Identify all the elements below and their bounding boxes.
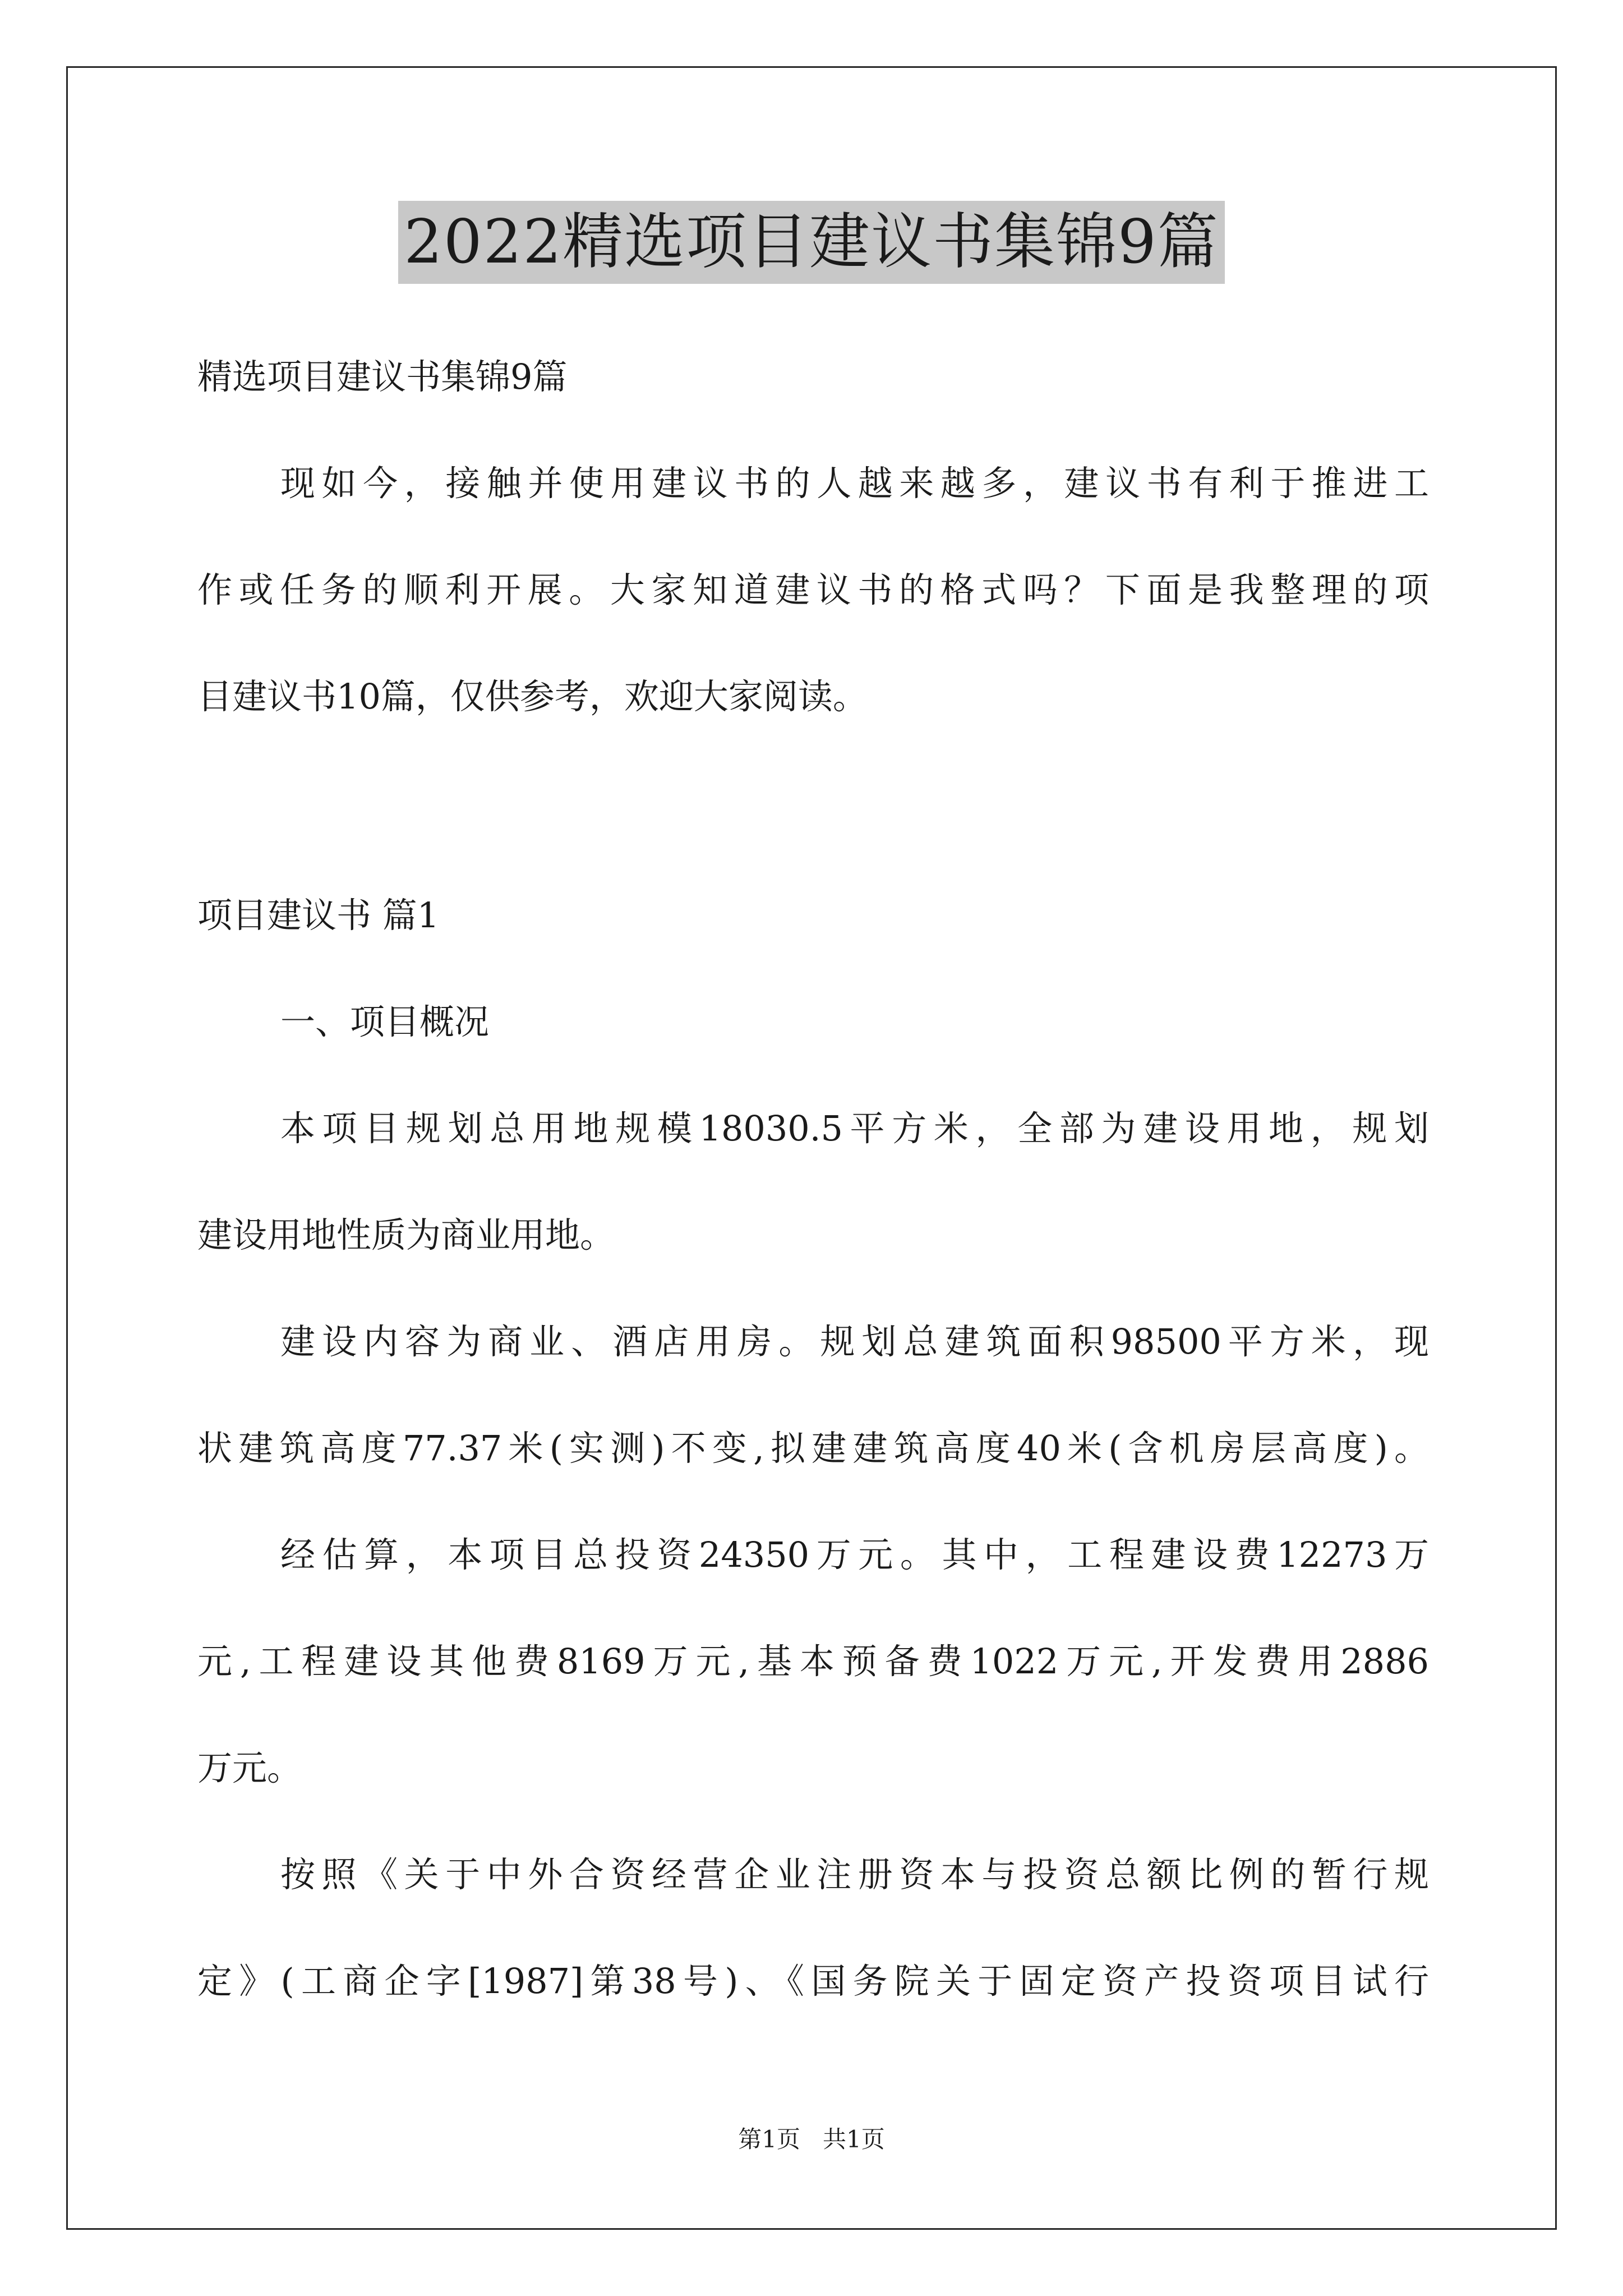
intro-line-3: 目建议书10篇，仅供参考，欢迎大家阅读。: [197, 676, 868, 717]
page-number: 第1页: [738, 2125, 800, 2153]
paragraph-3-line-2: 元,工程建设其他费8169万元,基本预备费1022万元,开发费用2886: [197, 1641, 1429, 1682]
intro-line-1: 现如今，接触并使用建议书的人越来越多，建议书有利于推进工: [280, 463, 1429, 504]
title-wrap: [0, 201, 1623, 284]
section-heading: 项目建议书 篇1: [197, 895, 440, 936]
document-subtitle: 精选项目建议书集锦9篇: [197, 356, 568, 397]
document-title: 2022精选项目建议书集锦9篇: [398, 201, 1225, 284]
paragraph-1-line-1: 本项目规划总用地规模18030.5平方米，全部为建设用地，规划: [280, 1108, 1429, 1149]
paragraph-2-line-2: 状建筑高度77.37米(实测)不变,拟建建筑高度40米(含机房层高度)。: [197, 1428, 1429, 1469]
subsection-heading: 一、项目概况: [280, 1001, 490, 1042]
page-total: 共1页: [823, 2125, 885, 2153]
paragraph-2-line-1: 建设内容为商业、酒店用房。规划总建筑面积98500平方米，现: [280, 1321, 1429, 1362]
intro-line-2: 作或任务的顺利开展。大家知道建议书的格式吗？下面是我整理的项: [197, 569, 1429, 610]
page-footer: [0, 2124, 1623, 2155]
paragraph-4-line-1: 按照《关于中外合资经营企业注册资本与投资总额比例的暂行规: [280, 1854, 1429, 1895]
paragraph-3-line-3: 万元。: [197, 1747, 302, 1788]
paragraph-1-line-2: 建设用地性质为商业用地。: [197, 1214, 615, 1255]
paragraph-3-line-1: 经估算，本项目总投资24350万元。其中，工程建设费12273万: [280, 1534, 1429, 1575]
paragraph-4-line-2: 定》(工商企字[1987]第38号)、《国务院关于固定资产投资项目试行: [197, 1961, 1429, 2001]
